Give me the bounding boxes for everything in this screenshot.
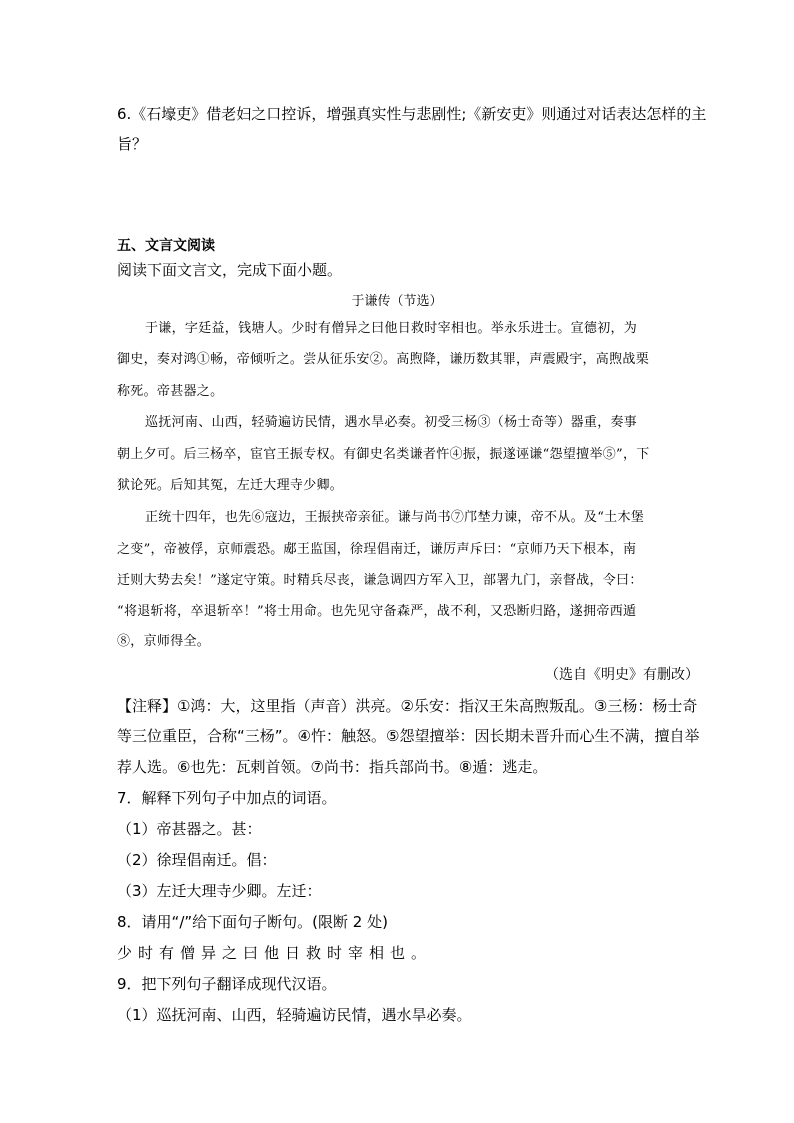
question-9-stem: 9．把下列句子翻译成现代汉语。 bbox=[117, 975, 337, 993]
question-7-item: （2）徐珵倡南迁。倡： bbox=[117, 851, 277, 869]
question-9-item: （1）巡抚河南、山西，轻骑遍访民情，遇水旱必奏。 bbox=[117, 1006, 472, 1024]
passage-line: 巡抚河南、山西，轻骑遍访民情，遇水旱必奏。初受三杨③（杨士奇等）器重，奏事 bbox=[145, 415, 638, 430]
passage-line: 朝上夕可。后三杨卒，宦官王振专权。有御史名类谦者忤④振，振遂诬谦“怨望擅举⑤”，下 bbox=[117, 447, 650, 462]
annotation-line-3: 荐人选。⑥也先：瓦剌首领。⑦尚书：指兵部尚书。⑧遁：逃走。 bbox=[117, 758, 548, 776]
question-6-line-2: 旨？ bbox=[117, 135, 148, 153]
passage-line: 于谦，字廷益，钱塘人。少时有僧异之曰他日救时宰相也。举永乐进士。宣德初，为 bbox=[145, 321, 638, 336]
question-7-item: （3）左迁大理寺少卿。左迁： bbox=[117, 882, 322, 900]
passage-title: 于谦传（节选） bbox=[351, 294, 443, 309]
question-6-line-1: 6.《石壕吏》借老妇之口控诉，增强真实性与悲剧性;《新安吏》则通过对话表达怎样的主 bbox=[117, 105, 707, 123]
question-7-stem: 7．解释下列句子中加点的词语。 bbox=[117, 789, 337, 807]
passage-line: 正统十四年，也先⑥寇边，王振挟帝亲征。谦与尚书⑦邝埜力谏，帝不从。及“土木堡 bbox=[145, 510, 645, 525]
section-instruction: 阅读下面文言文，完成下面小题。 bbox=[117, 261, 343, 279]
question-8-stem: 8．请用“/”给下面句子断句。(限断 2 处) bbox=[117, 913, 388, 931]
passage-line: 狱论死。后知其冤，左迁大理寺少卿。 bbox=[117, 478, 344, 493]
section-heading: 五、文言文阅读 bbox=[117, 238, 215, 254]
question-8-sentence: 少时有僧异之曰他日救时宰相也。 bbox=[117, 944, 433, 962]
annotation-line-2: 等三位重臣，合称“三杨”。④忤：触怒。⑤怨望擅举：因长期未晋升而心生不满，擅自举 bbox=[117, 727, 700, 745]
passage-line: 称死。帝甚器之。 bbox=[117, 384, 224, 399]
passage-line: ⑧，京师得全。 bbox=[117, 634, 211, 649]
question-7-item: （1）帝甚器之。甚： bbox=[117, 820, 262, 838]
passage-line: 迁则大势去矣！”遂定守策。时精兵尽丧，谦急调四方军入卫，部署九门，亲督战，令曰： bbox=[117, 573, 643, 588]
passage-line: 之变”，帝被俘，京师震恐。郕王监国，徐珵倡南迁，谦厉声斥曰：“京师乃天下根本，南 bbox=[117, 542, 637, 557]
annotation-line-1: 【注释】①鸿：大，这里指（声音）洪亮。②乐安：指汉王朱高煦叛乱。③三杨：杨士奇 bbox=[117, 697, 698, 715]
passage-source: （选自《明史》有删改） bbox=[545, 667, 699, 683]
passage-line: “将退斩将，卒退斩卒！”将士用命。也先见守备森严，战不利，又恐断归路，遂拥帝西遁 bbox=[117, 604, 637, 619]
passage-line: 御史，奏对鸿①畅，帝倾听之。尝从征乐安②。高煦降，谦历数其罪，声震殿宇，高煦战栗 bbox=[117, 352, 650, 367]
